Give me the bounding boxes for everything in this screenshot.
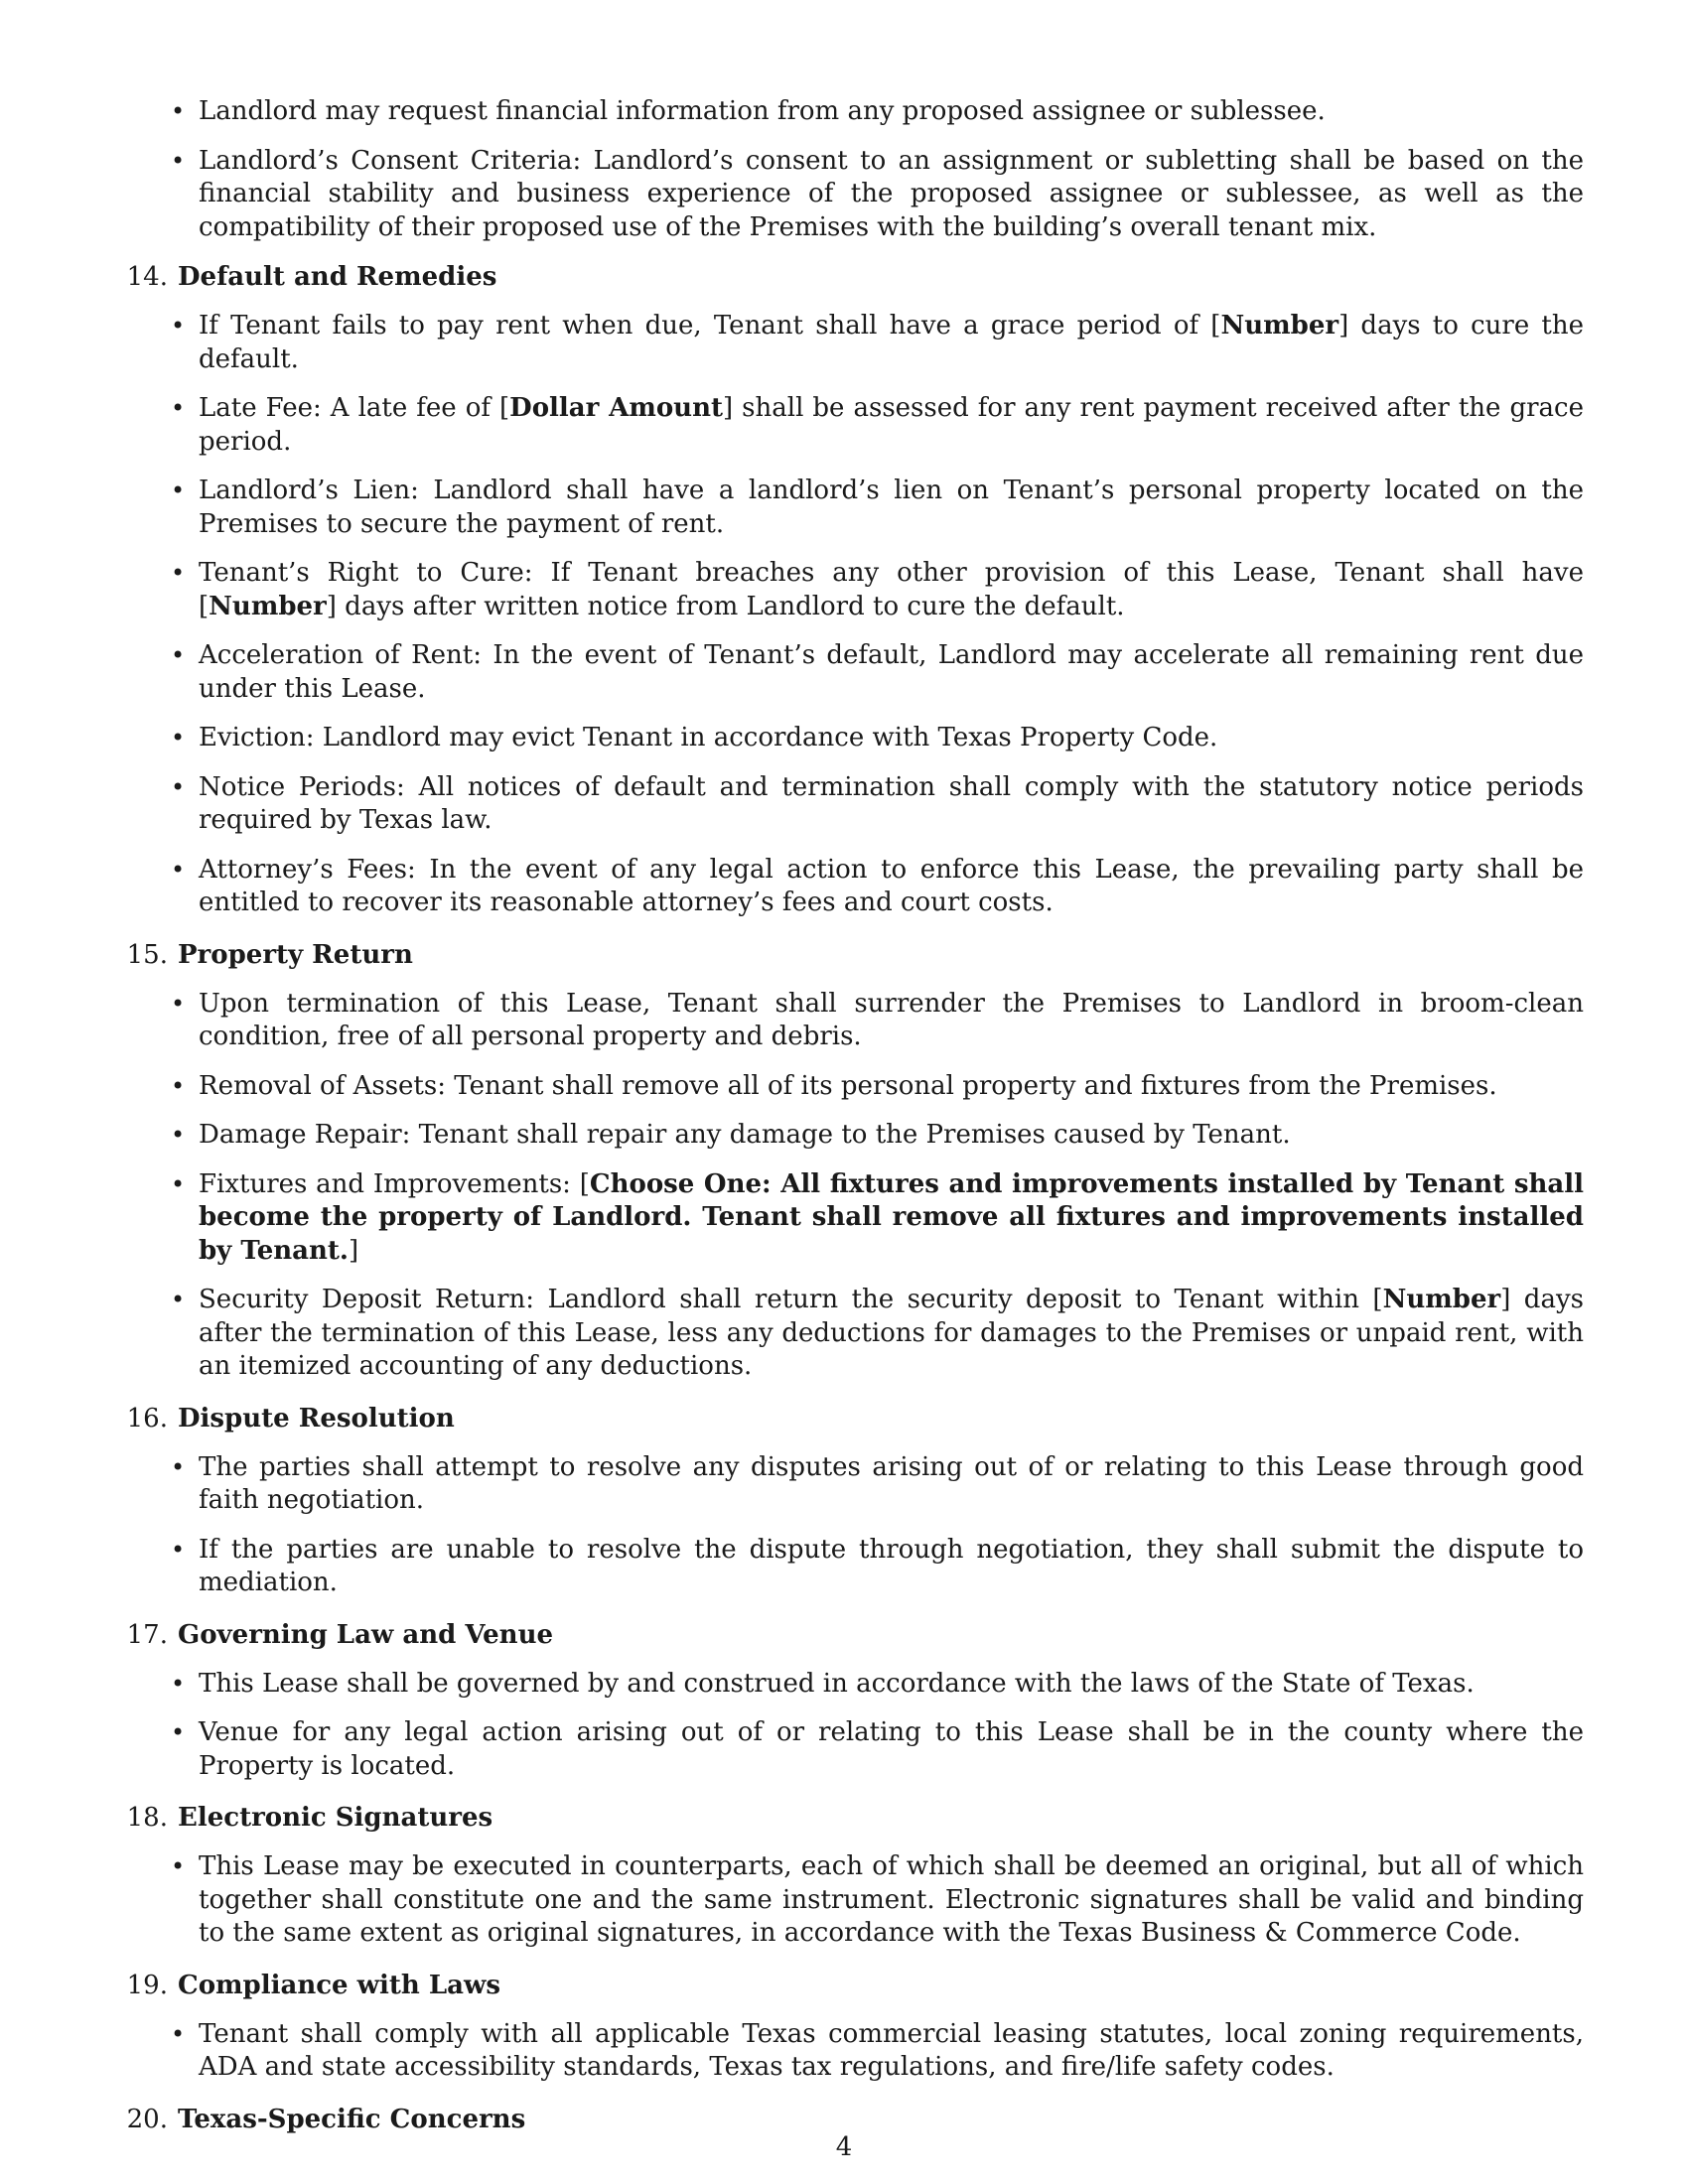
list-item: [199, 310, 1584, 376]
list-item-text: ] days after written notice from Landlord to cure the default.: [326, 591, 1125, 621]
list-item-text: Landlord’s Lien: Landlord shall have a landlord’s lien on Tenant’s personal property located on the Premises to secure the payment of rent.: [199, 476, 1584, 539]
section: [114, 938, 1584, 1384]
bullet-list: [114, 1451, 1584, 1600]
section-heading: [114, 938, 1584, 972]
list-item-text: Venue for any legal action arising out of or relating to this Lease shall be in the county where the Property is located.: [199, 1717, 1584, 1781]
list-item-text: Tenant shall comply with all applicable Texas commercial leasing statutes, local zoning requirements, ADA and state accessibility standards, Texas tax regulations, and fire/life safety codes.: [199, 2018, 1584, 2082]
section-heading: [114, 1618, 1584, 1652]
list-item: [199, 1119, 1584, 1153]
list-item-text: ] shall be assessed for any rent payment received after the grace period.: [199, 393, 1584, 457]
list-item: [199, 854, 1584, 920]
list-item: • Landlord may request financial information from any proposed assignee or sublessee.: [199, 95, 1584, 129]
section-number: 16.: [126, 1403, 168, 1433]
section: [114, 1402, 1584, 1600]
list-item: [199, 392, 1584, 459]
section: [114, 1969, 1584, 2085]
list-item-text: Acceleration of Rent: In the event of Tenant’s default, Landlord may accelerate all remaining rent due under this Lease.: [199, 640, 1584, 704]
section-number: 17.: [126, 1619, 168, 1650]
list-item: [199, 1534, 1584, 1600]
list-item: [199, 475, 1584, 541]
list-item: [199, 1168, 1584, 1269]
list-item: [199, 722, 1584, 755]
list-item: [199, 1668, 1584, 1702]
list-item-text: Damage Repair: Tenant shall repair any damage to the Premises caused by Tenant.: [199, 1120, 1291, 1150]
section-number: 18.: [126, 1803, 168, 1833]
section-heading: [114, 1969, 1584, 2002]
section: [114, 260, 1584, 920]
list-item-text: Fixtures and Improvements: [: [199, 1168, 590, 1199]
list-item-text: This Lease may be executed in counterparts, each of which shall be deemed an original, but all of which together shall constitute one and the same instrument. Electronic signatures shall be valid and binding to the same extent as original signatures, in accordance with the Texas Business & Commerce Code.: [199, 1851, 1584, 1948]
list-item-text: Tenant’s Right to Cure: If Tenant breaches any other provision of this Lease, Tenant shall have [: [199, 558, 1584, 621]
bullet-list: [114, 1850, 1584, 1951]
list-item: [199, 2018, 1584, 2085]
list-item: [199, 557, 1584, 623]
list-item-text: If the parties are unable to resolve the dispute through negotiation, they shall submit the dispute to mediation.: [199, 1534, 1584, 1597]
list-item-text: ] days to cure the default.: [199, 311, 1584, 374]
placeholder-field: Number: [1382, 1285, 1501, 1314]
section: [114, 1801, 1584, 1951]
list-item-text: If Tenant fails to pay rent when due, Tenant shall have a grace period of [: [199, 311, 1221, 341]
section-number: 19.: [126, 1970, 168, 2000]
list-item-text: Upon termination of this Lease, Tenant shall surrender the Premises to Landlord in broom-clean condition, free of all personal property and debris.: [199, 988, 1584, 1051]
list-item-text: Notice Periods: All notices of default and termination shall comply with the statutory notice periods required by Texas law.: [199, 771, 1584, 835]
placeholder-field: Number: [1220, 311, 1339, 341]
section-title: Property Return: [178, 939, 413, 970]
section-number: 20.: [126, 2104, 168, 2134]
bullet-list: [114, 310, 1584, 920]
section-heading: [114, 1402, 1584, 1435]
placeholder-field: Number: [209, 591, 327, 621]
continued-bullet-list: [114, 95, 1584, 244]
list-item: [199, 1850, 1584, 1951]
list-item: [199, 1451, 1584, 1518]
section-heading: [114, 1801, 1584, 1835]
list-item-text: Security Deposit Return: Landlord shall return the security deposit to Tenant within [: [199, 1285, 1383, 1314]
list-item-text: This Lease shall be governed by and construed in accordance with the laws of the State of Texas.: [199, 1668, 1475, 1699]
section-title: Default and Remedies: [178, 262, 497, 292]
section-list: [114, 260, 1584, 2136]
list-item: [199, 1284, 1584, 1384]
list-item: [199, 639, 1584, 706]
section-heading: [114, 260, 1584, 294]
list-item-text: Removal of Assets: Tenant shall remove all of its personal property and fixtures from the Premises.: [199, 1070, 1497, 1101]
placeholder-field: Dollar Amount: [509, 393, 723, 423]
list-item: [199, 1070, 1584, 1104]
list-item-text: The parties shall attempt to resolve any disputes arising out of or relating to this Lease through good faith negotiation.: [199, 1451, 1584, 1515]
list-item: • Landlord’s Consent Criteria: Landlord’s consent to an assignment or subletting shall be based on the financial stability and business experience of the proposed assignee or sublessee, as well as the compatibility of their proposed use of the Premises with the building’s overall tenant mix.: [199, 145, 1584, 245]
section-title: Dispute Resolution: [178, 1403, 455, 1433]
list-item-text: ]: [348, 1235, 359, 1266]
section-title: Electronic Signatures: [178, 1803, 493, 1833]
list-item: [199, 988, 1584, 1054]
list-item-text: ] days after the termination of this Lease, less any deductions for damages to the Premises or unpaid rent, with an itemized accounting of any deductions.: [199, 1285, 1584, 1381]
list-item: [199, 1716, 1584, 1783]
section-title: Governing Law and Venue: [178, 1619, 554, 1650]
list-item-text: Late Fee: A late fee of [: [199, 393, 510, 423]
section-title: Texas-Specific Concerns: [178, 2104, 526, 2134]
bullet-list: [114, 988, 1584, 1384]
bullet-list: [114, 2018, 1584, 2085]
section: [114, 1618, 1584, 1784]
document-body: [114, 95, 1584, 2154]
section-number: 14.: [126, 262, 168, 292]
page-number: 4: [835, 2132, 853, 2162]
list-item-text: Eviction: Landlord may evict Tenant in accordance with Texas Property Code.: [199, 723, 1218, 752]
list-item-text: Attorney’s Fees: In the event of any legal action to enforce this Lease, the prevailing party shall be entitled to recover its reasonable attorney’s fees and court costs.: [199, 854, 1584, 917]
bullet-list: [114, 1668, 1584, 1784]
section-number: 15.: [126, 939, 168, 970]
placeholder-field: Choose One: All fixtures and improvements installed by Tenant shall become the property of Landlord. Tenant shall remove all fixtures and improvements installed by Tenant.: [199, 1168, 1584, 1266]
section-title: Compliance with Laws: [178, 1970, 501, 2000]
list-item: [199, 771, 1584, 838]
